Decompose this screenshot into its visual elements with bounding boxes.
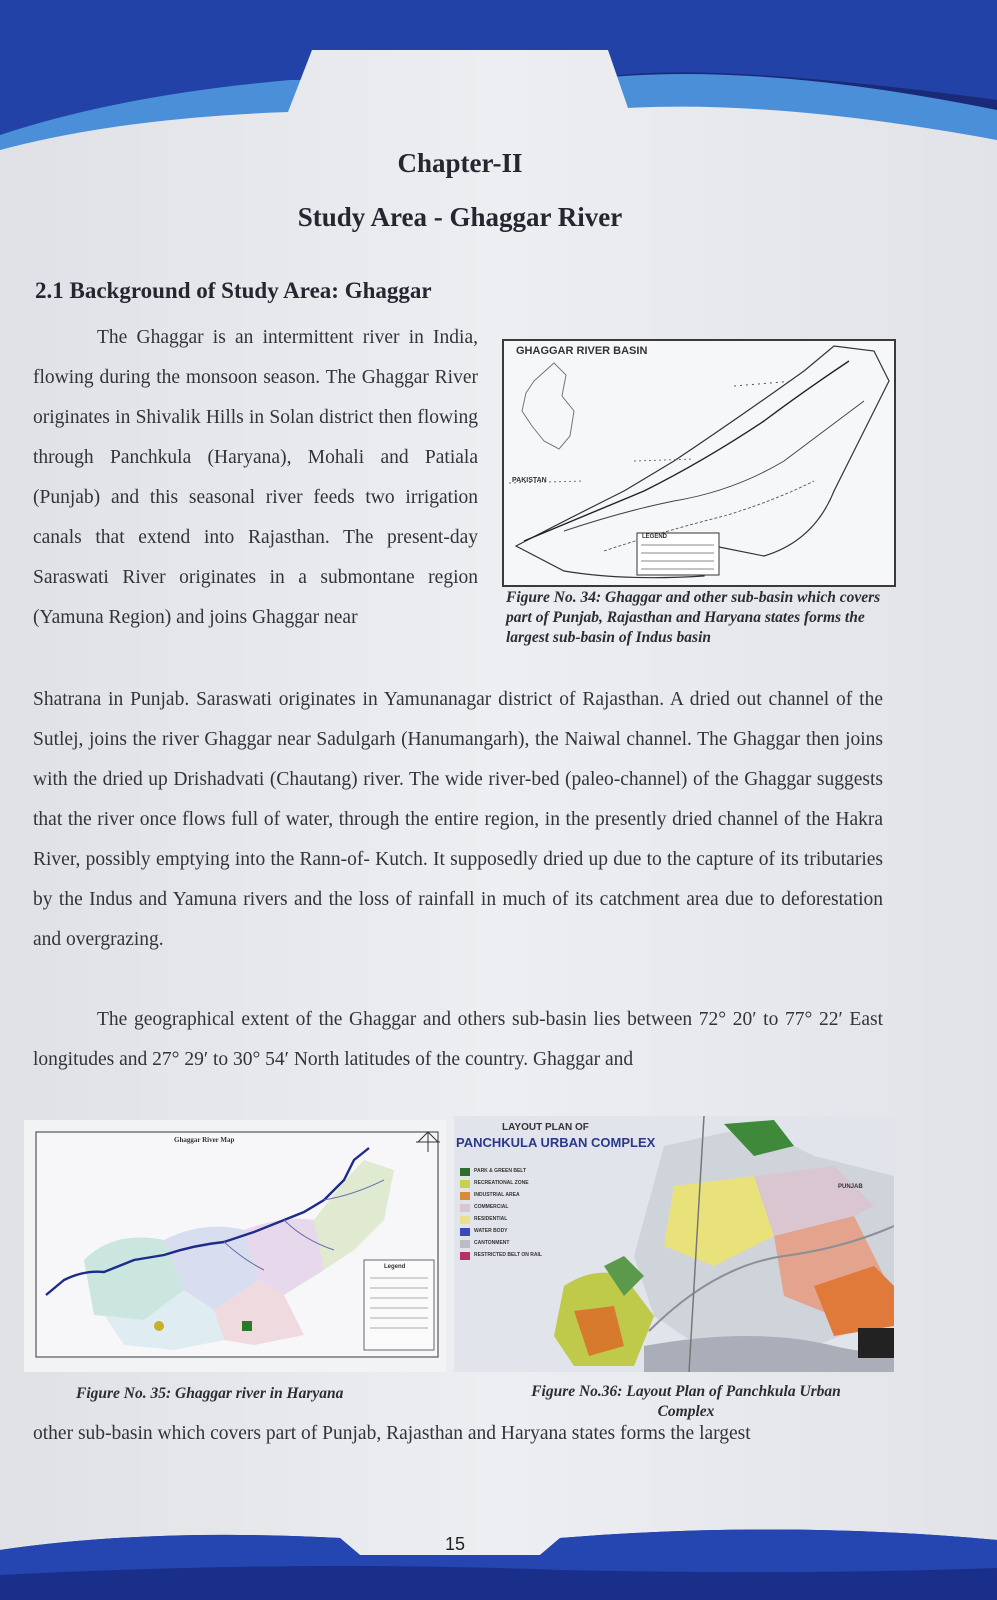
- chapter-title: Study Area - Ghaggar River: [297, 202, 623, 232]
- figure-36-title-line2: PANCHKULA URBAN COMPLEX: [456, 1135, 656, 1150]
- paragraph-text: The Ghaggar is an intermittent river in India, flowing during the monsoon season. The Ghaggar River originates in Shivalik Hills in Solan district then flowing through Panchkula (Haryana), Mohali and Patiala (Punjab) and this seasonal river feeds two irrigation canals that extend into Rajasthan. The present-day Saraswati River originates in a submontane region (Yamuna Region) and joins Ghaggar near: [33, 327, 478, 628]
- figure-34-title: GHAGGAR RIVER BASIN: [516, 345, 648, 357]
- figure-36-legend-7: CANTONMENT: [474, 1240, 510, 1246]
- figure-36-legend-6: WATER BODY: [474, 1228, 508, 1234]
- figure-36-legend-1: PARK & GREEN BELT: [474, 1168, 527, 1174]
- paragraph-text: The geographical extent of the Ghaggar and others sub-basin lies between 72° 20′ to 77° 22′ East longitudes and 27° 29′ to 30° 54′ North latitudes of the country. Ghaggar and: [33, 1009, 883, 1070]
- figure-36-title-line1: LAYOUT PLAN OF: [502, 1122, 589, 1133]
- paragraph-text: other sub-basin which covers part of Punjab, Rajasthan and Haryana states forms the largest: [33, 1423, 751, 1444]
- figure-35-legend-title: Legend: [384, 1264, 406, 1270]
- figure-34-caption: Figure No. 34: Ghaggar and other sub-basin which covers part of Punjab, Rajasthan and Haryana states forms the largest sub-basin of Indus basin: [506, 589, 881, 646]
- ghaggar-basin-map: [504, 341, 894, 585]
- paragraph-text: Shatrana in Punjab. Saraswati originates in Yamunanagar district of Rajasthan. A dried out channel of the Sutlej, joins the river Ghaggar near Sadulgarh (Hanumangarh), the Naiwal channel. The Ghaggar then joins with the dried up Drishadvati (Chautang) river. The wide river-bed (paleo-channel) of the Ghaggar suggests that the river once flows full of water, through the entire region, in the presently dried channel of the Hakra River, possibly emptying into the Rann-of- Kutch. It supposedly dried up due to the capture of its tributaries by the Indus and Yamuna rivers and the loss of rainfall in much of its catchment area due to deforestation and overgrazing.: [33, 689, 883, 950]
- section-heading: 2.1 Background of Study Area: Ghaggar: [35, 278, 432, 303]
- figure-36-caption-line2: Complex: [657, 1403, 715, 1420]
- figure-36-legend-8: RESTRICTED BELT ON RAIL: [474, 1252, 542, 1258]
- chapter-label: Chapter-II: [397, 148, 523, 178]
- figure-34-map: [502, 339, 896, 587]
- paragraph-1-continued: [33, 680, 883, 960]
- figure-36-legend-3: INDUSTRIAL AREA: [474, 1192, 520, 1198]
- pakistan-label: PAKISTAN: [512, 477, 547, 484]
- figure-36-legend-2: RECREATIONAL ZONE: [474, 1180, 529, 1186]
- paragraph-1-start: [33, 318, 478, 638]
- figure-36-layout-plan: [454, 1116, 894, 1372]
- figure-36-legend-5: RESIDENTIAL: [474, 1216, 508, 1222]
- page-number: 15: [444, 1534, 466, 1554]
- figure-36-caption-line1: Figure No.36: Layout Plan of Panchkula Urban: [531, 1383, 841, 1400]
- punjab-label: PUNJAB: [838, 1184, 863, 1190]
- paragraph-2: [33, 1000, 883, 1080]
- figure-35-caption: Figure No. 35: Ghaggar river in Haryana: [76, 1385, 344, 1402]
- ghaggar-river-haryana-map: [24, 1120, 446, 1372]
- figure-35-map: [24, 1120, 446, 1372]
- panchkula-layout-map: [454, 1116, 894, 1372]
- figure-36-legend-4: COMMERCIAL: [474, 1204, 509, 1210]
- figure-35-title: Ghaggar River Map: [174, 1136, 235, 1144]
- figure-34-legend-title: LEGEND: [642, 534, 668, 540]
- paragraph-3: [33, 1414, 883, 1454]
